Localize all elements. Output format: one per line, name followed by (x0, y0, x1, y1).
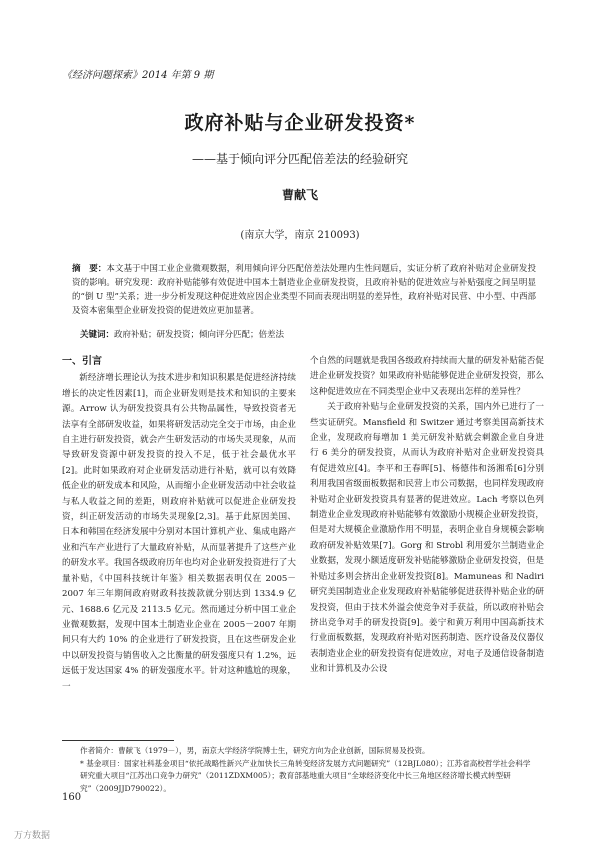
section-heading-introduction: 一、引言 (62, 356, 102, 367)
abstract (72, 262, 536, 318)
author-name: 曹献飞 (281, 188, 318, 202)
right-column (310, 354, 544, 678)
watermark: 万方数据 (14, 831, 51, 841)
footnote-divider (62, 740, 174, 741)
footnote-funding: * 基金项目：国家社科基金项目“依托战略性新兴产业加快长三角转变经济发展方式问题研究”（12BJL080）；江苏省高校哲学社会科学研究重大项目“江苏出口竞争力研究”（2011ZDXM005）；教育部基地重大项目“全球经济变化中长三角地区经济增长模式转型研究”（2009JJD790022）。 (80, 758, 531, 793)
body-paragraph: 关于政府补贴与企业研发投资的关系，国内外已进行了一些实证研究。Mansfield 和 Switzer 通过考察美国高新技术企业，发现政府每增加 1 美元研发补贴就会刺激企业自身进行 6 美分的研发投资，从而认为政府补贴对企业研发投资具有促进效应[4]。李平和王春晖[5]、杨德伟和汤湘希[6]分别利用我国省级面板数据和民营上市公司数据，也同样发现政府补贴对企业研发投资具有显著的促进效应。Lach 考察以色列制造业企业发现政府补贴能够有效激励小规模企业研发投资，但是对大规模企业激励作用不明显，表明企业自身规模会影响政府研发补贴效果[7]。Gorg 和 Strobl 利用爱尔兰制造业企业数据，发现小额适度研发补贴能够激励企业研发投资，但是补贴过多则会挤出企业研发投资[8]。Mamuneas 和 Nadiri 研究美国制造业企业发现政府补贴能够促进获得补贴企业的研发投资，但由于技术外溢会使竞争对手获益，所以政府补贴会挤出竞争对手的研发投资[9]。姜宁和黄万利用中国高新技术行业面板数据，发现政府补贴对医药制造、医疗设备及仪器仪表制造业企业的研发投资有促进效应，对电子及通信设备制造业和计算机及办公设 (310, 402, 544, 675)
author-affiliation: (南京大学，南京 210093) (240, 230, 360, 241)
body-paragraph: 新经济增长理论认为技术进步和知识积累是促进经济持续增长的决定性因素[1]，而企业研发则是技术和知识的主要来源。Arrow 认为研发投资具有公共物品属性，导致投资者无法享有全部研发收益，如果将研发活动完全交于市场，由企业自主进行研发投资，就会产生研发活动的市场失灵现象，从而导致研发资源中研发投资的投入不足，低于社会最优水平[2]。此时如果政府对企业研发活动进行补贴，就可以有效降低企业的研发成本和风险，从而缩小企业研发活动中社会收益与私人收益之间的差距，则政府补贴就可以促进企业研发投资，纠正研发活动的市场失灵现象[2,3]。基于此原因美国、日本和韩国在经济发展中分别对本国计算机产业、集成电路产业和汽车产业进行了大量政府补贴，从而显著提升了这些产业的研发水平。我国各级政府历年也均对企业研发投资进行了大量补贴，《中国科技统计年鉴》相关数据表明仅在 2005－2007 年三年期间政府财政科技拨款就分别达到 1334.9 亿元、1688.6 亿元及 2113.5 亿元。然而通过分析中国工业企业微观数据，发现中国本土制造业企业在 2005－2007 年期间只有大约 10% 的企业进行了研发投资，且在这些研发企业中以研发投资与销售收入之比衡量的研发强度只有 1.2%，远远低于发达国家 4% 的研发强度水平。针对这种尴尬的现象，一 (62, 373, 296, 692)
keywords-label: 关键词： (80, 330, 115, 340)
abstract-label: 摘 要： (72, 264, 107, 274)
abstract-text: 本文基于中国工业企业微观数据，利用倾向评分匹配倍差法处理内生性问题后，实证分析了政府补贴对企业研发投资的影响。研究发现：政府补贴能够有效促进中国本土制造业企业研发投资，且政府补贴的促进效应与补贴强度之间呈明显的“倒 U 型”关系；进一步分析发现这种促进效应因企业类型不同而表现出明显的差异性，政府补贴对民营、中小型、中西部及资本密集型企业研发投资的促进效应更加显著。 (72, 264, 536, 316)
paper-subtitle: ——基于倾向评分匹配倍差法的经验研究 (191, 152, 408, 166)
page-number: 160 (62, 792, 82, 803)
footnotes (80, 745, 536, 795)
journal-header: 《经济问题探索》2014 年第 9 期 (62, 70, 214, 81)
body-paragraph: 个自然的问题就是我国各级政府持续而大量的研发补贴能否促进企业研发投资？如果政府补贴能够促进企业研发投资，那么这种促进效应在不同类型企业中又表现出怎样的差异性？ (310, 356, 544, 397)
left-column (62, 354, 296, 695)
keywords-text: 政府补贴；研发投资；倾向评分匹配；倍差法 (114, 330, 285, 340)
footnote-author-bio: 作者简介：曹献飞（1979－），男，南京大学经济学院博士生，研究方向为企业创新，国际贸易及投资。 (80, 746, 430, 755)
paper-title: 政府补贴与企业研发投资* (184, 112, 416, 134)
keywords (80, 328, 536, 340)
